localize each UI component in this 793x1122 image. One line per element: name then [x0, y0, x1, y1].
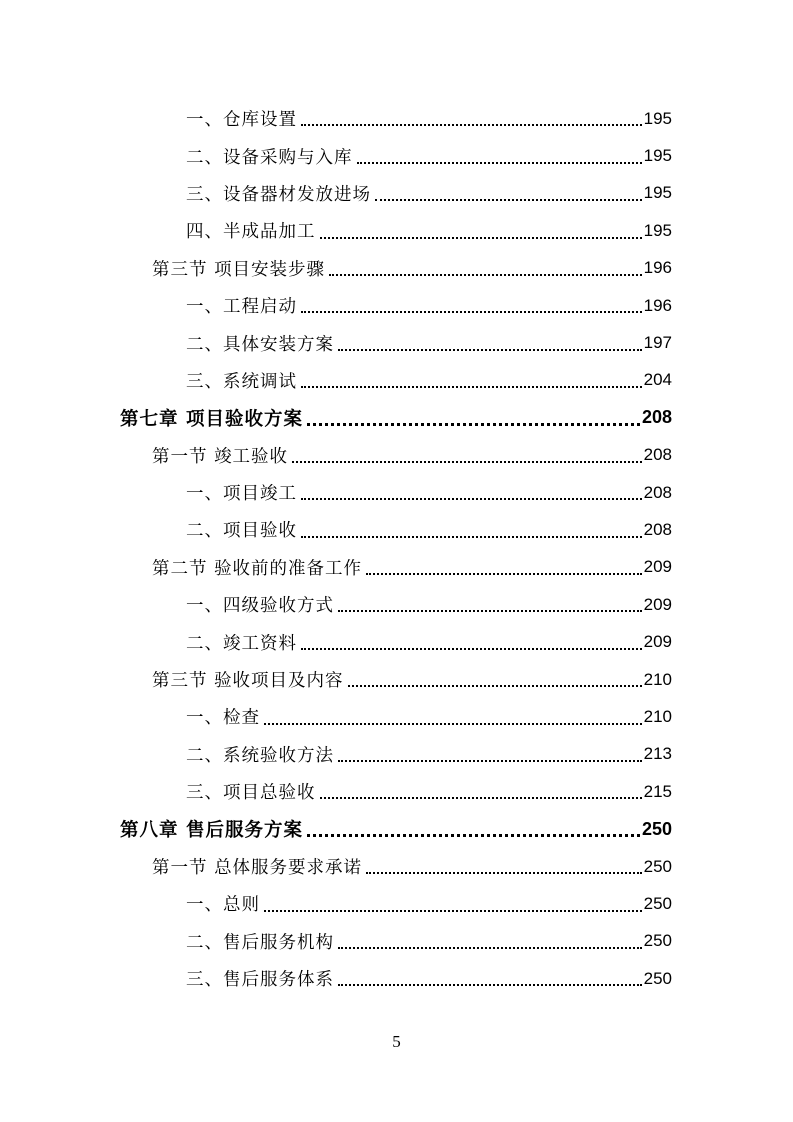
toc-dot-leader	[301, 386, 642, 388]
toc-entry-page: 210	[643, 706, 672, 726]
toc-entry-title: 一、检查	[186, 708, 260, 729]
toc-dot-leader	[264, 910, 642, 912]
toc-entry-page: 208	[641, 407, 672, 428]
toc-entry-title: 第八章 售后服务方案	[120, 820, 303, 842]
toc-dot-leader	[320, 237, 642, 239]
toc-entry[interactable]	[0, 960, 793, 997]
toc-entry[interactable]	[0, 175, 793, 212]
toc-entry[interactable]	[0, 474, 793, 511]
toc-section-entry[interactable]	[0, 661, 793, 698]
toc-chapter-entry[interactable]	[0, 399, 793, 436]
toc-entry[interactable]	[0, 212, 793, 249]
toc-entry[interactable]	[0, 137, 793, 174]
toc-dot-leader	[301, 498, 642, 500]
toc-entry[interactable]	[0, 623, 793, 660]
toc-entry[interactable]	[0, 885, 793, 922]
toc-entry-title: 第三节 验收项目及内容	[152, 671, 344, 692]
toc-entry-title: 第二节 验收前的准备工作	[152, 558, 363, 579]
toc-dot-leader	[357, 162, 642, 164]
toc-dot-leader	[307, 423, 640, 426]
toc-entry[interactable]	[0, 773, 793, 810]
toc-dot-leader	[338, 349, 642, 351]
toc-section-entry[interactable]	[0, 549, 793, 586]
toc-dot-leader	[301, 311, 642, 313]
toc-entry-title: 第七章 项目验收方案	[120, 408, 303, 430]
toc-dot-leader	[338, 984, 642, 986]
toc-section-entry[interactable]	[0, 437, 793, 474]
toc-entry[interactable]	[0, 698, 793, 735]
toc-entry-page: 250	[641, 818, 672, 839]
toc-entry-title: 二、系统验收方法	[186, 745, 334, 766]
toc-entry-title: 三、售后服务体系	[186, 970, 334, 991]
toc-entry-title: 一、总则	[186, 895, 260, 916]
toc-entry[interactable]	[0, 287, 793, 324]
toc-entry-page: 195	[643, 183, 672, 203]
toc-entry-page: 208	[643, 482, 672, 502]
toc-entry-page: 196	[643, 258, 672, 278]
toc-entry[interactable]	[0, 736, 793, 773]
toc-entry-title: 二、售后服务机构	[186, 932, 334, 953]
toc-entry-title: 三、系统调试	[186, 371, 297, 392]
toc-entry-title: 二、具体安装方案	[186, 334, 334, 355]
page-number: 5	[392, 1032, 401, 1051]
toc-entry-page: 209	[643, 557, 672, 577]
toc-dot-leader	[292, 461, 642, 463]
toc-dot-leader	[329, 274, 642, 276]
toc-entry-title: 第一节 总体服务要求承诺	[152, 858, 363, 878]
toc-entry[interactable]	[0, 511, 793, 548]
toc-entry-page: 250	[643, 893, 672, 913]
toc-entry-title: 一、仓库设置	[186, 110, 297, 131]
toc-entry-page: 195	[643, 108, 672, 128]
toc-entry-title: 第三节 项目安装步骤	[152, 259, 326, 280]
toc-section-entry[interactable]	[0, 250, 793, 287]
toc-entry-title: 二、竣工资料	[186, 633, 297, 654]
toc-entry-title: 一、四级验收方式	[186, 596, 334, 617]
toc-dot-leader	[366, 573, 642, 575]
toc-entry[interactable]	[0, 586, 793, 623]
toc-entry-page: 208	[643, 519, 672, 539]
toc-entry-page: 204	[643, 370, 672, 390]
toc-entry[interactable]	[0, 362, 793, 399]
toc-entry-title: 一、工程启动	[186, 297, 297, 318]
toc-entry-page: 209	[643, 594, 672, 614]
toc-entry-title: 二、设备采购与入库	[186, 147, 353, 168]
toc-entry-page: 210	[643, 669, 672, 689]
toc-entry-page: 250	[643, 931, 672, 951]
toc-dot-leader	[320, 797, 642, 799]
toc-section-entry[interactable]	[0, 848, 793, 885]
toc-dot-leader	[264, 723, 642, 725]
toc-entry[interactable]	[0, 923, 793, 960]
toc-entry-page: 215	[643, 781, 672, 801]
toc-dot-leader	[301, 648, 642, 650]
toc-dot-leader	[301, 124, 642, 126]
toc-dot-leader	[348, 685, 642, 687]
toc-entry-page: 208	[643, 445, 672, 465]
toc-dot-leader	[301, 536, 642, 538]
toc-entry-title: 一、项目竣工	[186, 484, 297, 505]
toc-entry-page: 250	[643, 856, 672, 876]
toc-entry[interactable]	[0, 324, 793, 361]
toc-dot-leader	[375, 199, 642, 201]
toc-entry-title: 四、半成品加工	[186, 222, 316, 243]
toc-dot-leader	[338, 760, 642, 762]
toc-chapter-entry[interactable]	[0, 810, 793, 847]
toc-dot-leader	[307, 834, 640, 837]
toc-entry-page: 250	[643, 968, 672, 988]
toc-entry-page: 195	[643, 220, 672, 240]
toc-dot-leader	[338, 610, 642, 612]
toc-entry-title: 二、项目验收	[186, 521, 297, 542]
toc-entry-title: 三、项目总验收	[186, 783, 316, 804]
toc-dot-leader	[366, 872, 642, 874]
toc-entry-title: 第一节 竣工验收	[152, 446, 289, 467]
toc-entry-page: 195	[643, 146, 672, 166]
toc-entry-page: 197	[643, 333, 672, 353]
toc-entry-page: 196	[643, 295, 672, 315]
toc-entry-page: 209	[643, 632, 672, 652]
toc-entry[interactable]	[0, 100, 793, 137]
toc-dot-leader	[338, 947, 642, 949]
toc-entry-page: 213	[643, 744, 672, 764]
toc-entry-title: 三、设备器材发放进场	[186, 184, 371, 205]
table-of-contents	[0, 100, 793, 997]
